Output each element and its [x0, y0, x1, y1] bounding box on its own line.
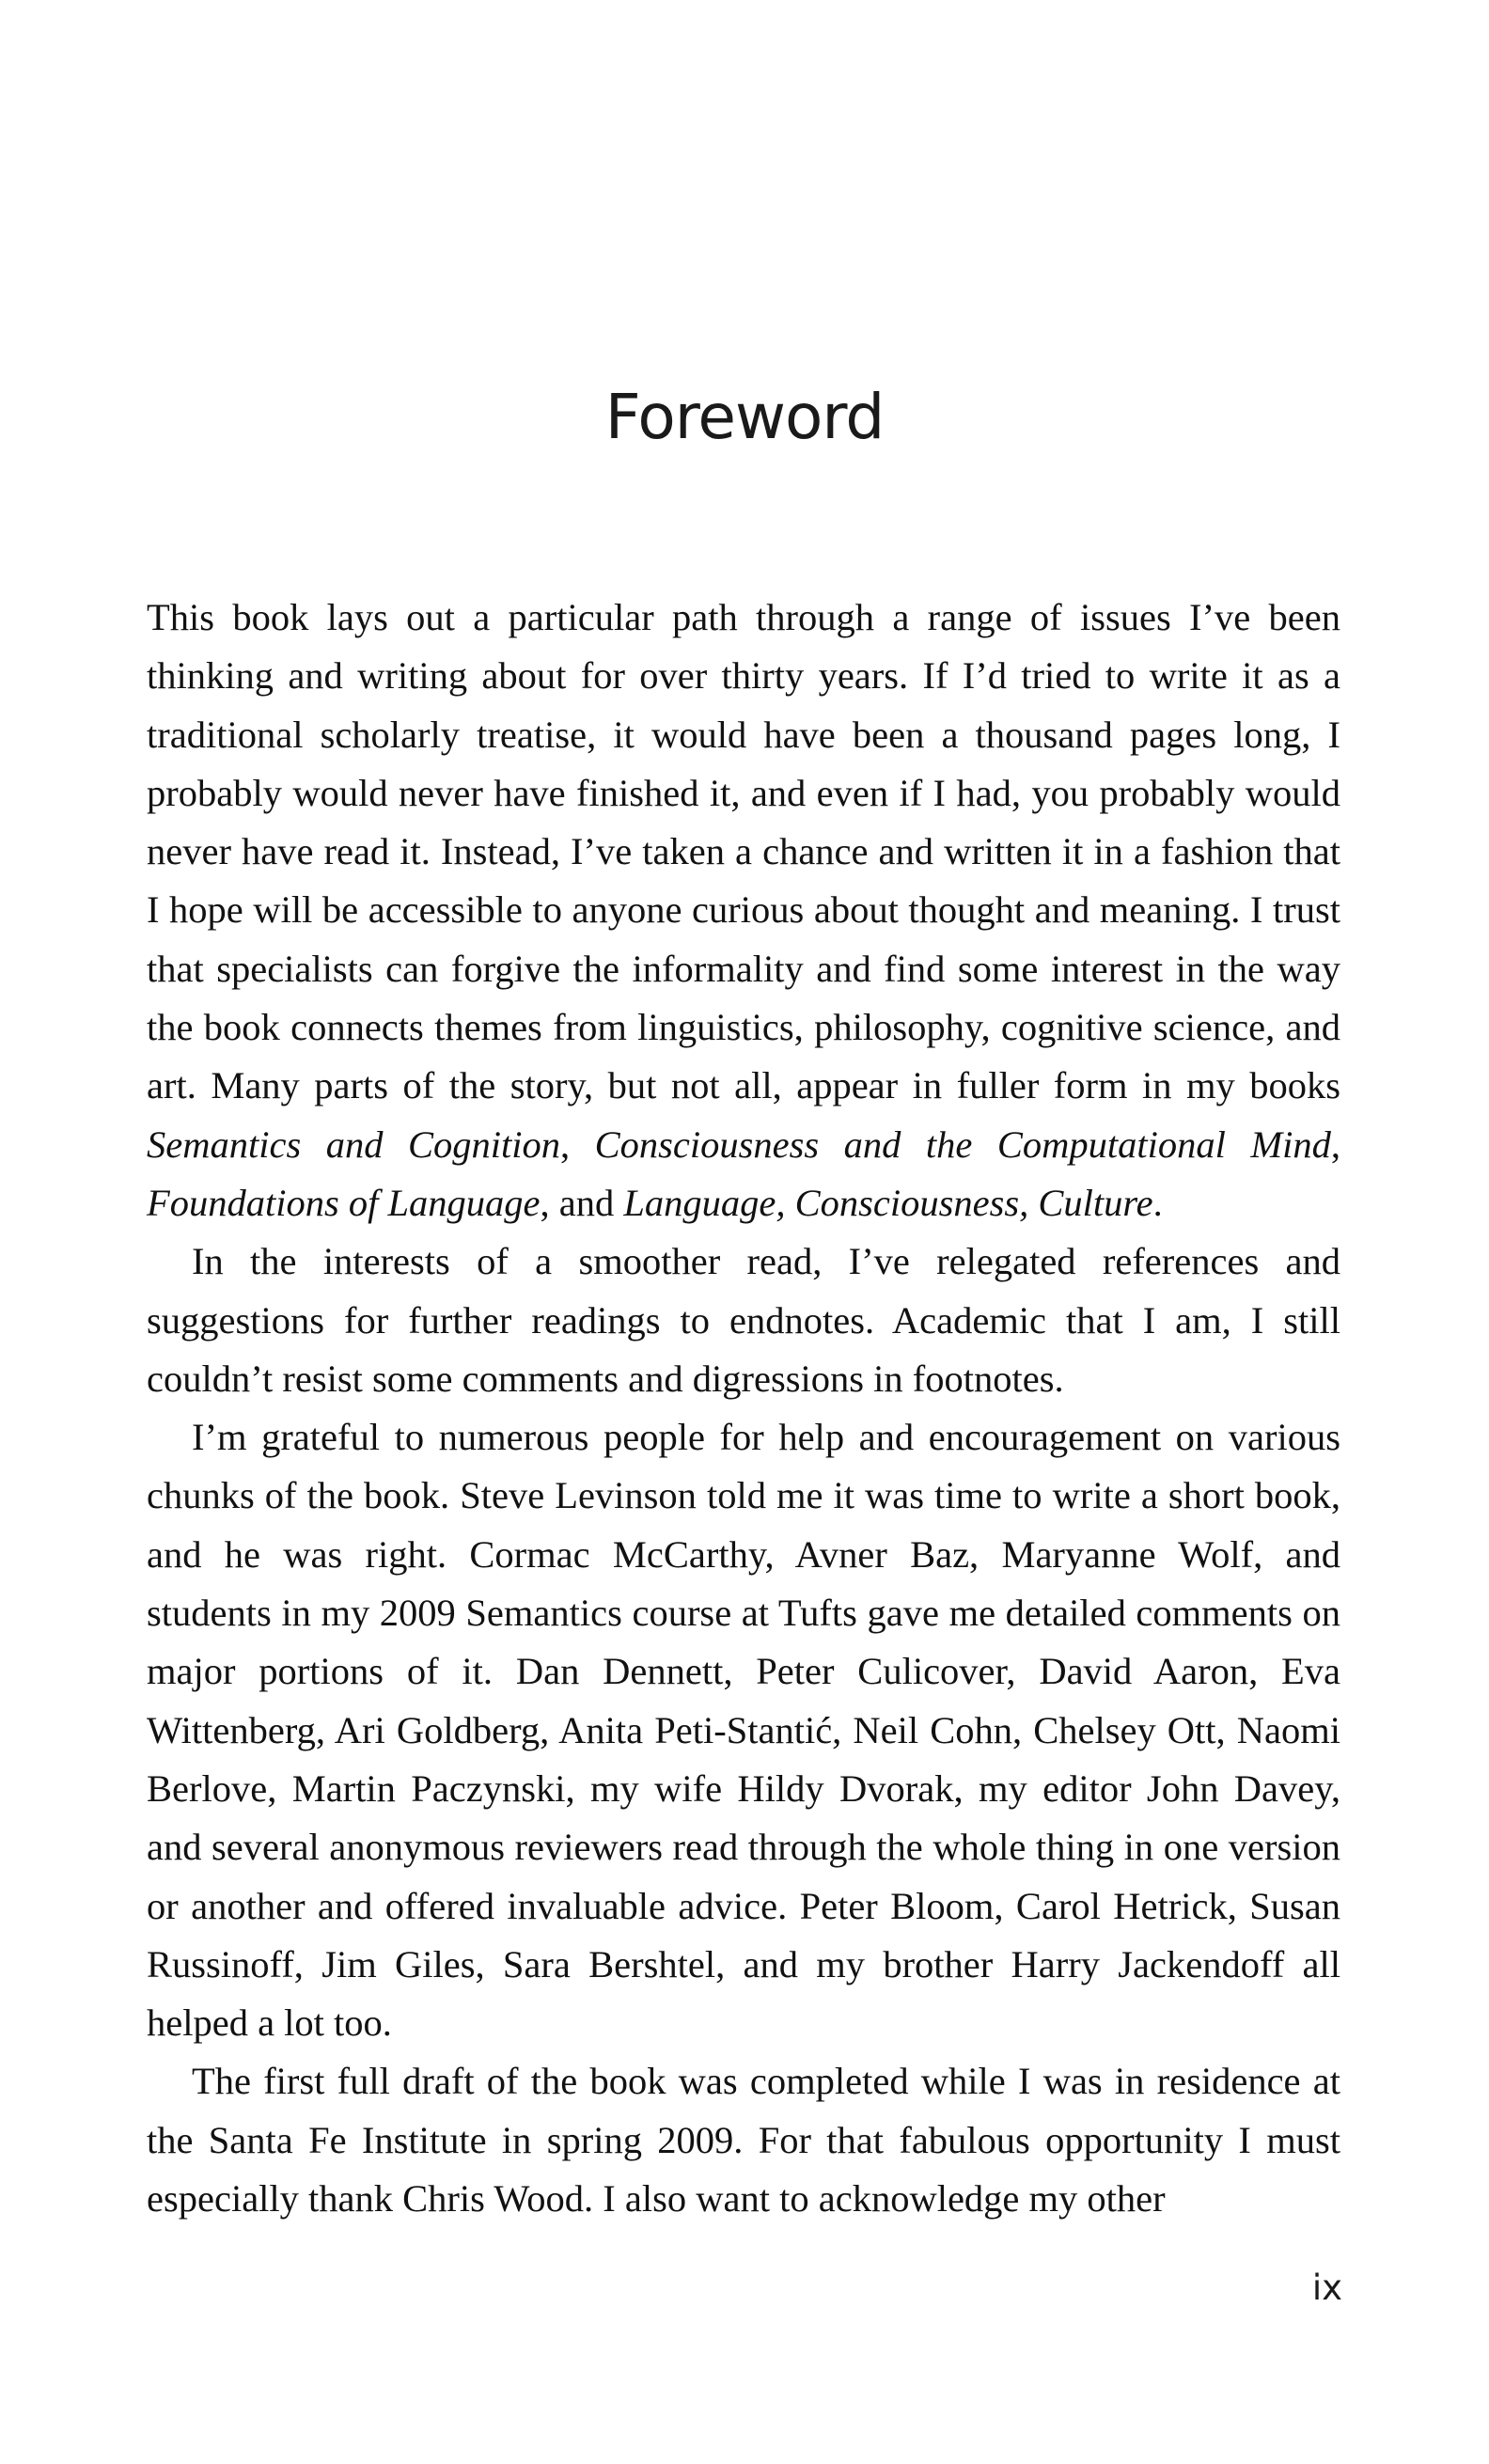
paragraph	[147, 589, 1340, 1232]
text-run: ,	[1330, 1122, 1340, 1166]
book-title-italic: Foundations of Language	[147, 1181, 541, 1224]
text-run: .	[1152, 1181, 1163, 1224]
book-title-italic: Consciousness and the Computational Mind	[594, 1122, 1331, 1166]
text-run: , and	[540, 1181, 624, 1224]
text-run: I’m grateful to numerous people for help and encouragement on various chunks of the book. Steve Levinson told me it was time to write a short book, and he was right. Cormac McCarthy, Avner Baz, Maryanne Wolf, and students in my 2009 Semantics course at Tufts gave me detailed comments on major portions of it. Dan Dennett, Peter Culicover, David Aaron, Eva Wittenberg, Ari Goldberg, Anita Peti-Stantić, Neil Cohn, Chelsey Ott, Naomi Berlove, Martin Paczynski, my wife Hildy Dvorak, my editor John Davey, and several anonymous reviewers read through the whole thing in one version or another and offered invaluable advice. Peter Bloom, Carol Hetrick, Susan Russinoff, Jim Giles, Sara Bershtel, and my brother Harry Jackendoff all helped a lot too.	[147, 1416, 1340, 2045]
paragraph	[147, 2052, 1340, 2228]
text-run: This book lays out a particular path through a range of issues I’ve been thinking and writing about for over thirty years. If I’d tried to write it as a traditional scholarly treatise, it would have been a thousand pages long, I probably would never have finished it, and even if I had, you probably would never have read it. Instead, I’ve taken a chance and written it in a fashion that I hope will be accessible to anyone curious about thought and meaning. I trust that specialists can forgive the informality and find some interest in the way the book connects themes from linguistics, philosophy, cognitive science, and art. Many parts of the story, but not all, appear in fuller form in my books	[147, 596, 1340, 1107]
chapter-title: Foreword	[604, 381, 885, 453]
text-run: In the interests of a smoother read, I’ve relegated references and suggestions for further readings to endnotes. Academic that I am, I still couldn’t resist some comments and digressions in footnotes.	[147, 1240, 1340, 1400]
paragraph	[147, 1232, 1340, 1408]
book-title-italic: Semantics and Cognition	[147, 1122, 560, 1166]
body-text	[147, 589, 1340, 2228]
book-title-italic: Language, Consciousness, Culture	[623, 1181, 1153, 1224]
paragraph	[147, 1408, 1340, 2052]
page-number: ix	[1311, 2268, 1342, 2308]
text-run: The first full draft of the book was completed while I was in residence at the Santa Fe Institute in spring 2009. For that fabulous opportunity I must especially thank Chris Wood. I also want to acknowledge my other	[147, 2060, 1340, 2221]
text-run: ,	[560, 1122, 595, 1166]
